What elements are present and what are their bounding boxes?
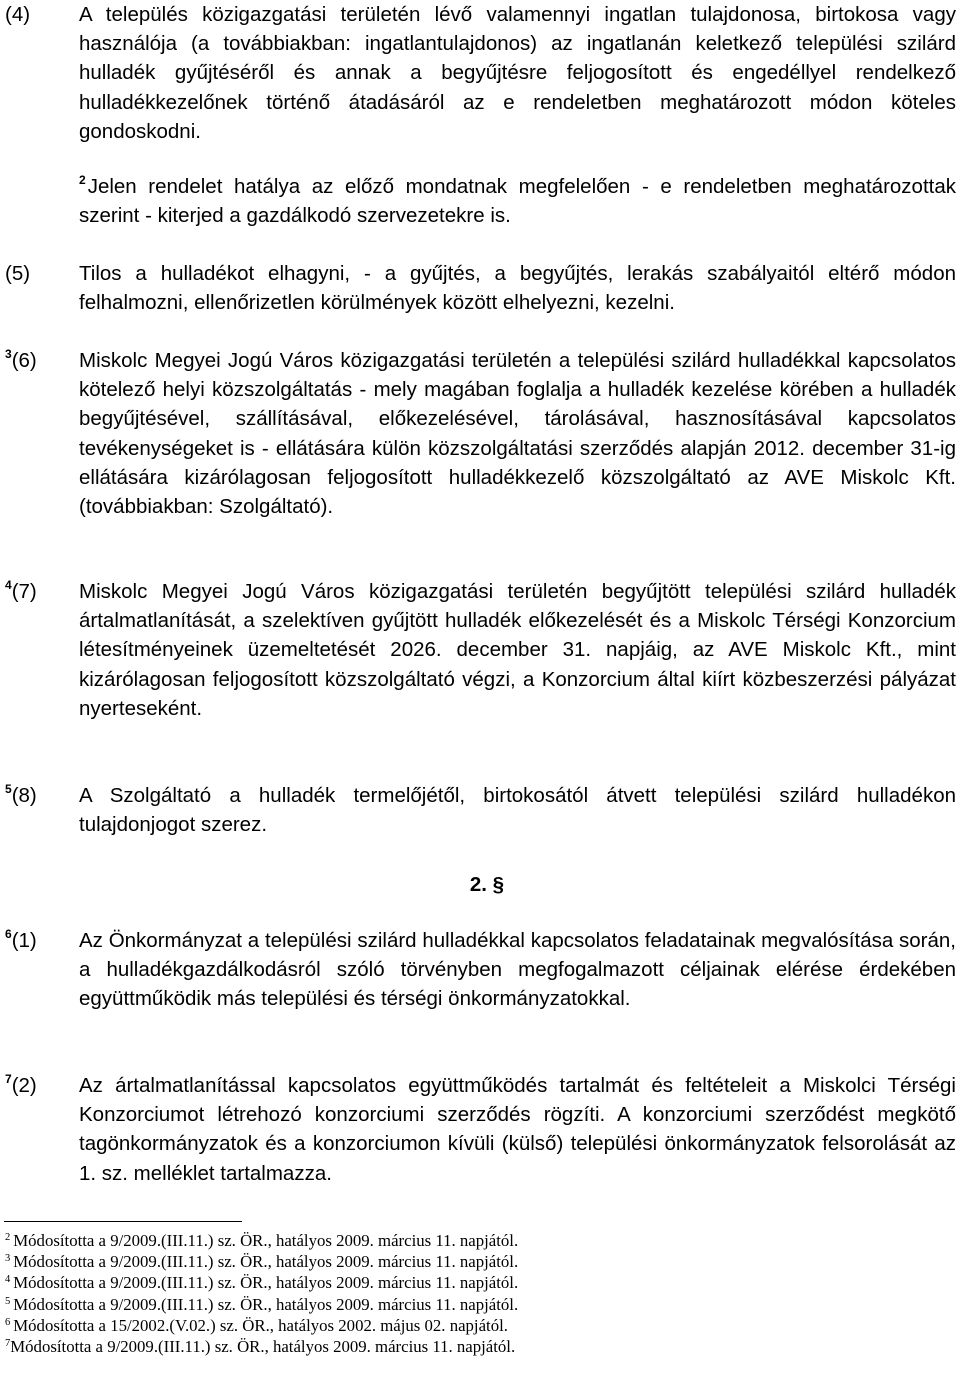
footnote-item: [5, 1336, 956, 1357]
footnote-number: 5: [5, 1295, 11, 1307]
paragraph-text: Miskolc Megyei Jogú Város közigazgatási területén begyűjtött települési szilárd hulladék ártalmatlanítását, a szelektíven gyűjtött hulladék előkezelését és a Miskolc Térségi Konzorcium létesítményeinek üzemeltetését 2026. december 31. napjáig, az AVE Miskolc Kft., mint kizárólagosan feljogosított közszolgáltató végzi, a Konzorcium által kiírt közbeszerzési pályázat nyerteseként.: [79, 580, 956, 720]
footnote-number: 7: [5, 1338, 11, 1350]
footnote-item: [5, 1294, 956, 1315]
paragraph-text: A Szolgáltató a hulladék termelőjétől, birtokosától átvett települési szilárd hulladékon tulajdonjogot szerez.: [79, 784, 956, 837]
footnote-ref[interactable]: 4: [5, 578, 12, 592]
paragraph-number-block: [5, 926, 37, 955]
footnote-number: 3: [5, 1253, 11, 1265]
footnote-text: Módosította a 9/2009.(III.11.) sz. ÖR., hatályos 2009. március 11. napjától.: [13, 1231, 519, 1250]
paragraph-text-block: [79, 172, 956, 230]
paragraph-text: Miskolc Megyei Jogú Város közigazgatási területén a települési szilárd hulladékkal kapcsolatos kötelező helyi közszolgáltatás - mely magában foglalja a hulladék kezelése körében a hulladék begyűjtésével, szállításával, előkezelésével, tárolásával, hasznosításával kapcsolatos tevékenységeket is - ellátására külön közszolgáltatási szerződés alapján 2012. december 31-ig ellátására kizárólagosan feljogosított hulladékkezelő közszolgáltató az AVE Miskolc Kft. (továbbiakban: Szolgáltató).: [79, 349, 956, 519]
section-title: 2. §: [469, 873, 505, 896]
footnote-number: 4: [5, 1274, 11, 1286]
footnote-item: [5, 1230, 956, 1251]
paragraph-number-block: [5, 577, 37, 606]
paragraph-text: Az Önkormányzat a települési szilárd hulladékkal kapcsolatos feladatainak megvalósítása során, a hulladékgazdálkodásról szóló törvényben megfogalmazott céljainak elérése érdekében együttműködik más települési és térségi önkormányzatokkal.: [79, 929, 956, 1011]
paragraph-number-block: [5, 781, 37, 810]
paragraph-number-block: [5, 346, 37, 375]
footnote-item: [5, 1251, 956, 1272]
footnote-ref[interactable]: 5: [5, 782, 12, 796]
footnote-separator: [4, 1221, 242, 1222]
paragraph-number: (6): [11, 349, 37, 372]
footnote-text: Módosította a 9/2009.(III.11.) sz. ÖR., hatályos 2009. március 11. napjától.: [13, 1252, 519, 1272]
footnote-number: 6: [5, 1316, 11, 1328]
paragraph-text: Tilos a hulladékot elhagyni, - a gyűjtés, a begyűjtés, lerakás szabályaitól eltérő módon felhalmozni, ellenőrizetlen körülmények között elhelyezni, kezelni.: [79, 262, 956, 315]
footnote-text: Módosította a 9/2009.(III.11.) sz. ÖR., hatályos 2009. március 11. napjától.: [13, 1294, 519, 1314]
paragraph-text: A település közigazgatási területén lévő valamennyi ingatlan tulajdonosa, birtokosa vagy használója (a továbbiakban: ingatlantulajdonos) az ingatlanán keletkező települési szilárd hulladék gyűjtéséről és annak a begyűjtésre feljogosított és engedéllyel rendelkező hulladékkezelőnek történő átadásáról az e rendeletben meghatározott módon köteles gondoskodni.: [79, 3, 956, 143]
footnote-item: [5, 1315, 956, 1336]
paragraph-number: (8): [11, 784, 37, 807]
paragraph-number: (2): [11, 1074, 37, 1097]
footnote-ref[interactable]: 6: [5, 927, 12, 941]
paragraph-number: (1): [11, 929, 37, 952]
footnote-ref[interactable]: 7: [5, 1072, 12, 1086]
footnote-number: 2: [5, 1232, 11, 1243]
paragraph-number: (4): [5, 3, 31, 26]
footnote-text: Módosította a 9/2009.(III.11.) sz. ÖR., hatályos 2009. március 11. napjától.: [10, 1337, 516, 1357]
footnote-ref[interactable]: 3: [5, 347, 12, 361]
footnote-text: Módosította a 9/2009.(III.11.) sz. ÖR., hatályos 2009. március 11. napjától.: [13, 1273, 519, 1293]
paragraph-text: Az ártalmatlanítással kapcsolatos együttműködés tartalmát és feltételeit a Miskolci Térségi Konzorciumot létrehozó konzorciumi szerződés rögzíti. A konzorciumi szerződést megkötő tagönkormányzatok és a konzorciumon kívüli (külső) települési önkormányzatok felsorolását az 1. sz. melléklet tartalmazza.: [79, 1074, 956, 1185]
paragraph-number-block: [5, 1071, 37, 1100]
footnote-text: Módosította a 15/2002.(V.02.) sz. ÖR., hatályos 2002. május 02. napjától.: [13, 1315, 508, 1335]
footnotes: [5, 1230, 956, 1357]
footnote-ref[interactable]: 2: [79, 173, 86, 187]
footnote-item: [5, 1272, 956, 1293]
paragraph-text: Jelen rendelet hatálya az előző mondatnak megfelelően - e rendeletben meghatározottak szerint - kiterjed a gazdálkodó szervezetekre is.: [79, 175, 956, 228]
paragraph-number: (5): [5, 262, 31, 285]
paragraph-number: (7): [11, 580, 37, 603]
